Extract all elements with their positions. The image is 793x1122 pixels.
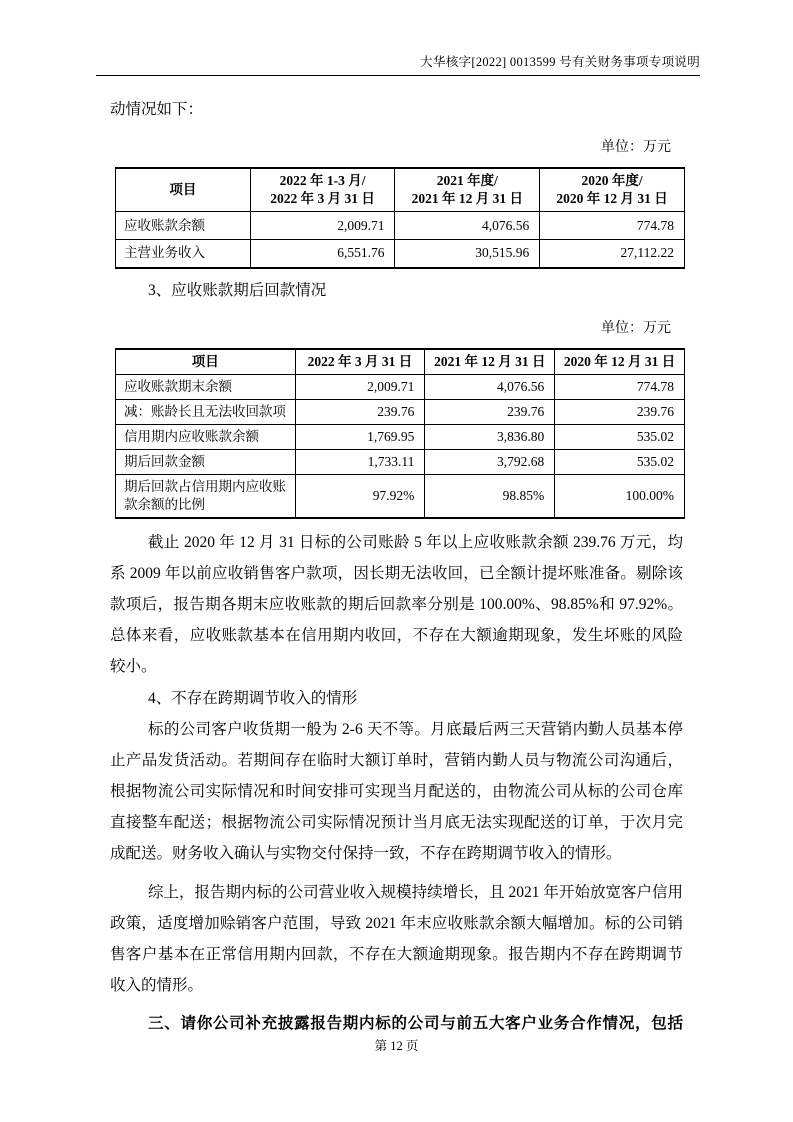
table-cell-value: 6,551.76 bbox=[250, 240, 395, 268]
table-cell-value: 3,836.80 bbox=[425, 425, 555, 450]
content-column bbox=[110, 275, 683, 341]
section-three-heading: 三、请你公司补充披露报告期内标的公司与前五大客户业务合作情况，包括 bbox=[148, 1015, 683, 1032]
table-cell-value: 239.76 bbox=[425, 400, 555, 425]
table-cell-value: 3,792.68 bbox=[425, 450, 555, 475]
page-header bbox=[96, 52, 700, 76]
table1-col-header-text: 2020 年 12 月 31 日 bbox=[556, 191, 668, 206]
table-cell-item: 应收账款期末余额 bbox=[116, 375, 296, 400]
section3-title: 3、应收账款期后回款情况 bbox=[148, 281, 327, 299]
table1-col-header-2022 bbox=[250, 168, 395, 212]
table-cell-item: 减：账龄长且无法收回款项 bbox=[116, 400, 296, 425]
section4-title: 4、不存在跨期调节收入的情形 bbox=[148, 690, 358, 707]
table2-header-row bbox=[116, 349, 685, 375]
table-row bbox=[116, 212, 685, 240]
table1-col-header-text: 2021 年度/ bbox=[436, 173, 498, 188]
table1-col-header-item bbox=[116, 168, 251, 212]
table-cell-item: 期后回款占信用期内应收账款余额的比例 bbox=[116, 475, 296, 519]
receivables-revenue-table bbox=[115, 167, 685, 269]
table-row bbox=[116, 425, 685, 450]
unit-note-1: 单位：万元 bbox=[601, 140, 671, 155]
table-cell-value: 535.02 bbox=[555, 425, 685, 450]
table-row bbox=[116, 475, 685, 519]
table-cell-item: 主营业务收入 bbox=[116, 240, 251, 268]
table-cell-value: 2,009.71 bbox=[250, 212, 395, 240]
table-cell-value: 4,076.56 bbox=[425, 375, 555, 400]
table1-col-header-text: 2022 年 3 月 31 日 bbox=[270, 191, 375, 206]
table1-col-header-text: 项目 bbox=[169, 182, 197, 197]
table1-col-header-2020 bbox=[540, 168, 685, 212]
table-row bbox=[116, 375, 685, 400]
table1-col-header-2021 bbox=[395, 168, 540, 212]
content-column bbox=[110, 527, 683, 1039]
unit-note-2: 单位：万元 bbox=[601, 320, 671, 336]
intro-text: 动情况如下： bbox=[110, 101, 204, 118]
table-cell-value: 1,733.11 bbox=[295, 450, 425, 475]
header-title: 大华核字[2022] 0013599 号有关财务事项专项说明 bbox=[420, 55, 700, 69]
table-cell-value: 100.00% bbox=[555, 475, 685, 519]
table1-col-header-text: 2022 年 1-3 月/ bbox=[279, 173, 366, 188]
table-cell-item: 信用期内应收账款余额 bbox=[116, 425, 296, 450]
table-cell-value: 27,112.22 bbox=[540, 240, 685, 268]
table-cell-value: 774.78 bbox=[555, 375, 685, 400]
paragraph-summary: 综上，报告期内标的公司营业收入规模持续增长，且 2021 年开始放宽客户信用政策，适度增加赊销客户范围，导致 2021 年末应收账款余额大幅增加。标的公司销售客户基本在正常信用期内回款，不存在大额逾期现象。报告期内不存在跨期调节收入的情形。 bbox=[110, 884, 683, 994]
table2-col-header-item: 项目 bbox=[116, 349, 296, 375]
table-row bbox=[116, 450, 685, 475]
table2-col-header-2020: 2020 年 12 月 31 日 bbox=[555, 349, 685, 375]
table-cell-value: 4,076.56 bbox=[395, 212, 540, 240]
table-cell-value: 535.02 bbox=[555, 450, 685, 475]
table-cell-value: 30,515.96 bbox=[395, 240, 540, 268]
table-cell-item: 应收账款余额 bbox=[116, 212, 251, 240]
page-number: 第 12 页 bbox=[374, 1039, 419, 1053]
table-cell-value: 97.92% bbox=[295, 475, 425, 519]
table-cell-value: 98.85% bbox=[425, 475, 555, 519]
paragraph-delivery-process: 标的公司客户收货期一般为 2-6 天不等。月底最后两三天营销内勤人员基本停止产品发货活动。若期间存在临时大额订单时，营销内勤人员与物流公司沟通后，根据物流公司实际情况和时间安排可实现当月配送的，由物流公司从标的公司仓库直接整车配送；根据物流公司实际情况预计当月底无法实现配送的订单，于次月完成配送。财务收入确认与实物交付保持一致，不存在跨期调节收入的情形。 bbox=[110, 721, 683, 862]
table1-col-header-text: 2020 年度/ bbox=[581, 173, 643, 188]
table-cell-value: 239.76 bbox=[295, 400, 425, 425]
table-cell-value: 2,009.71 bbox=[295, 375, 425, 400]
table-cell-value: 239.76 bbox=[555, 400, 685, 425]
content-column bbox=[110, 94, 683, 160]
table1-col-header-text: 2021 年 12 月 31 日 bbox=[411, 191, 523, 206]
page-footer bbox=[0, 1036, 793, 1054]
table2-col-header-2022: 2022 年 3 月 31 日 bbox=[295, 349, 425, 375]
table-cell-value: 1,769.95 bbox=[295, 425, 425, 450]
table-cell-item: 期后回款金额 bbox=[116, 450, 296, 475]
paragraph-aging-explanation: 截止 2020 年 12 月 31 日标的公司账龄 5 年以上应收账款余额 239.76 万元，均系 2009 年以前应收销售客户款项，因长期无法收回，已全额计提坏账准备。剔除该款项后，报告期各期末应收账款的期后回款率分别是 100.00%、98.85%和 97.92%。总体来看，应收账款基本在信用期内收回，不存在大额逾期现象，发生坏账的风险较小。 bbox=[110, 534, 683, 675]
table-cell-value: 774.78 bbox=[540, 212, 685, 240]
table-row bbox=[116, 400, 685, 425]
table1-header-row bbox=[116, 168, 685, 212]
post-period-repayment-table bbox=[115, 348, 685, 520]
table2-col-header-2021: 2021 年 12 月 31 日 bbox=[425, 349, 555, 375]
table-row bbox=[116, 240, 685, 268]
